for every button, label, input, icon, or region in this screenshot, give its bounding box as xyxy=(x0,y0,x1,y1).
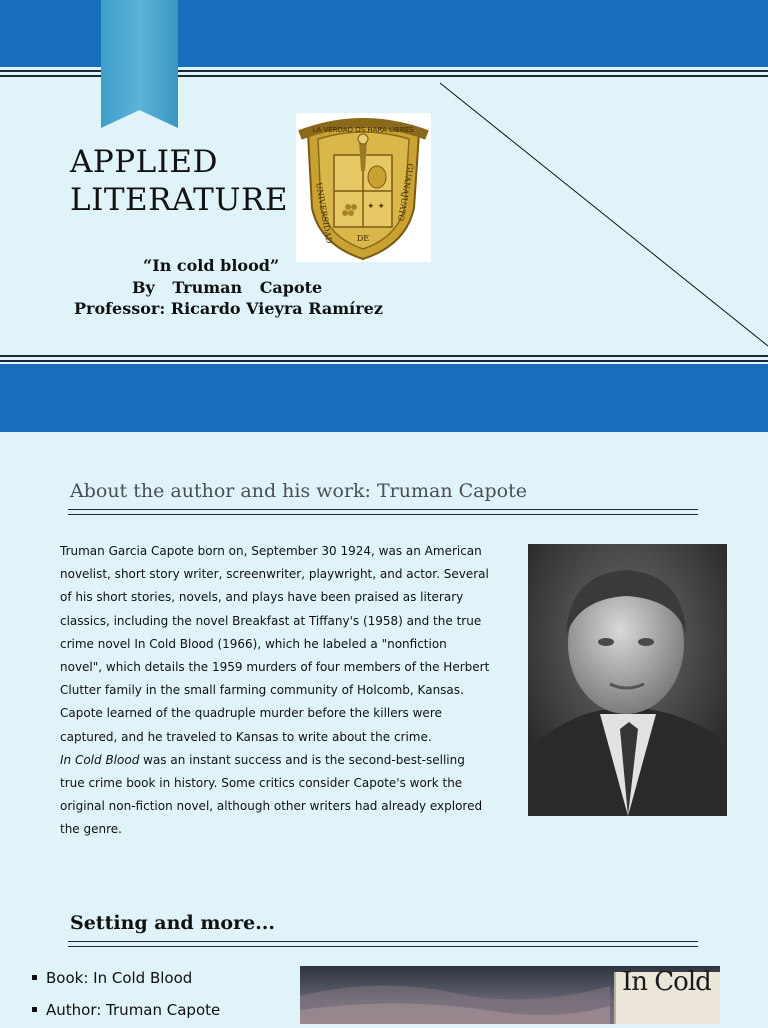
header-bottom-rule-1 xyxy=(0,355,768,357)
book-title: “In cold blood” xyxy=(143,256,280,275)
list-item-text: Author: Truman Capote xyxy=(46,1001,221,1019)
list-item xyxy=(32,964,282,996)
seal-center-text: DE xyxy=(356,234,370,243)
seal-left-text: UNIVERSIDAD xyxy=(314,181,334,245)
title-line-1: APPLIED xyxy=(70,144,218,180)
professor-line: Professor: Ricardo Vieyra Ramírez xyxy=(74,299,383,318)
list-item-text: Book: In Cold Blood xyxy=(46,969,193,987)
author-bio xyxy=(60,540,492,842)
setting-list xyxy=(32,964,282,1028)
book-cover-image xyxy=(300,966,720,1024)
svg-text:✦ ✦: ✦ ✦ xyxy=(367,202,385,212)
page-title xyxy=(70,143,300,219)
seal-arc-text: LA VERDAD OS HARA LIBRES xyxy=(312,126,414,134)
title-line-2: LITERATURE xyxy=(70,182,288,218)
seal-right-text: GUANAJUATO xyxy=(395,162,415,222)
bio-paragraph-1: Truman Garcia Capote born on, September 30 1924, was an American novelist, short story writer, screenwriter, playwright, and actor. Several of his short stories, novels, and plays have been praised as literary classics, including the novel Breakfast at Tiffany's (1958) and the true crime novel In Cold Blood (1966), which he labeled a "nonfiction novel", which details the 1959 murders of four members of the Herbert Clutter family in the small farming community of Holcomb, Kansas. xyxy=(60,544,490,698)
portrait-photo-icon xyxy=(528,544,727,816)
bullet-square-icon xyxy=(32,975,37,980)
section-divider-2b xyxy=(68,946,698,947)
section-divider-1a xyxy=(68,509,698,510)
bio-paragraph-3-text: was an instant success and is the second-best-selling true crime book in history. Some critics consider Capote's work the original non-fiction novel, although other writers had already explored the genre. xyxy=(60,752,483,837)
author-line: By Truman Capote xyxy=(132,278,323,297)
section-divider-2a xyxy=(68,941,698,942)
section-heading-setting: Setting and more... xyxy=(70,912,276,934)
section-divider-1b xyxy=(68,514,698,515)
book-cover-card xyxy=(614,967,720,1024)
header-bottom-band xyxy=(0,364,768,432)
bullet-square-icon xyxy=(32,1007,37,1012)
bio-paragraph-3 xyxy=(60,749,492,842)
cover-title: In Cold xyxy=(622,967,711,997)
header-bottom-rule-2 xyxy=(0,360,768,362)
list-item xyxy=(32,996,282,1028)
bio-paragraph-2: Capote learned of the quadruple murder before the killers were captured, and he traveled to Kansas to write about the crime. xyxy=(60,706,442,744)
section-heading-author: About the author and his work: Truman Capote xyxy=(70,480,527,502)
bio-italic-title: In Cold Blood xyxy=(60,752,140,767)
university-seal-icon xyxy=(296,113,431,262)
